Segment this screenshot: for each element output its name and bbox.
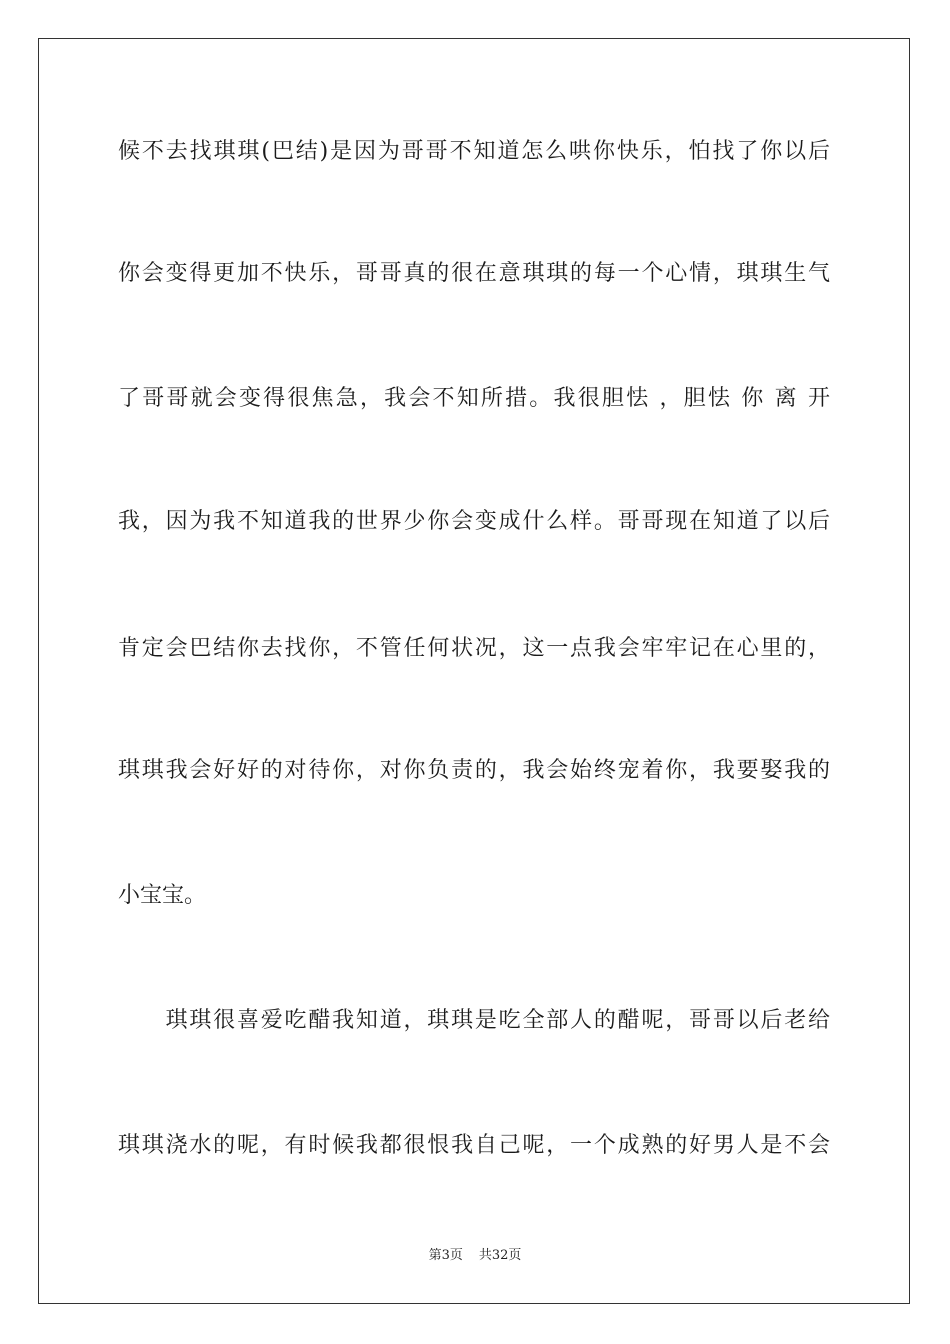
page-total: 共32页 [478,1248,522,1263]
page-border [38,38,910,1304]
text-line-6: 琪琪我会好好的对待你，对你负责的，我会始终宠着你，我要娶我的 [118,758,830,783]
text-line-7: 小宝宝。 [118,883,207,908]
text-line-2: 你会变得更加不快乐，哥哥真的很在意琪琪的每一个心情，琪琪生气 [118,261,830,286]
text-line-1: 候不去找琪琪(巴结)是因为哥哥不知道怎么哄你快乐，怕找了你以后 [118,139,830,164]
text-line-5: 肯定会巴结你去找你，不管任何状况，这一点我会牢牢记在心里的， [118,636,830,661]
text-line-9: 琪琪浇水的呢，有时候我都很恨我自己呢，一个成熟的好男人是不会 [118,1133,830,1158]
text-line-8: 琪琪很喜爱吃醋我知道，琪琪是吃全部人的醋呢，哥哥以后老给 [118,1008,830,1033]
text-line-4: 我，因为我不知道我的世界少你会变成什么样。哥哥现在知道了以后 [118,509,830,534]
page-number: 第3页 [428,1248,463,1263]
page-footer [0,1246,950,1266]
text-line-3: 了哥哥就会变得很焦急，我会不知所措。我很胆怯 ，胆怯 你 离 开 [118,386,830,411]
